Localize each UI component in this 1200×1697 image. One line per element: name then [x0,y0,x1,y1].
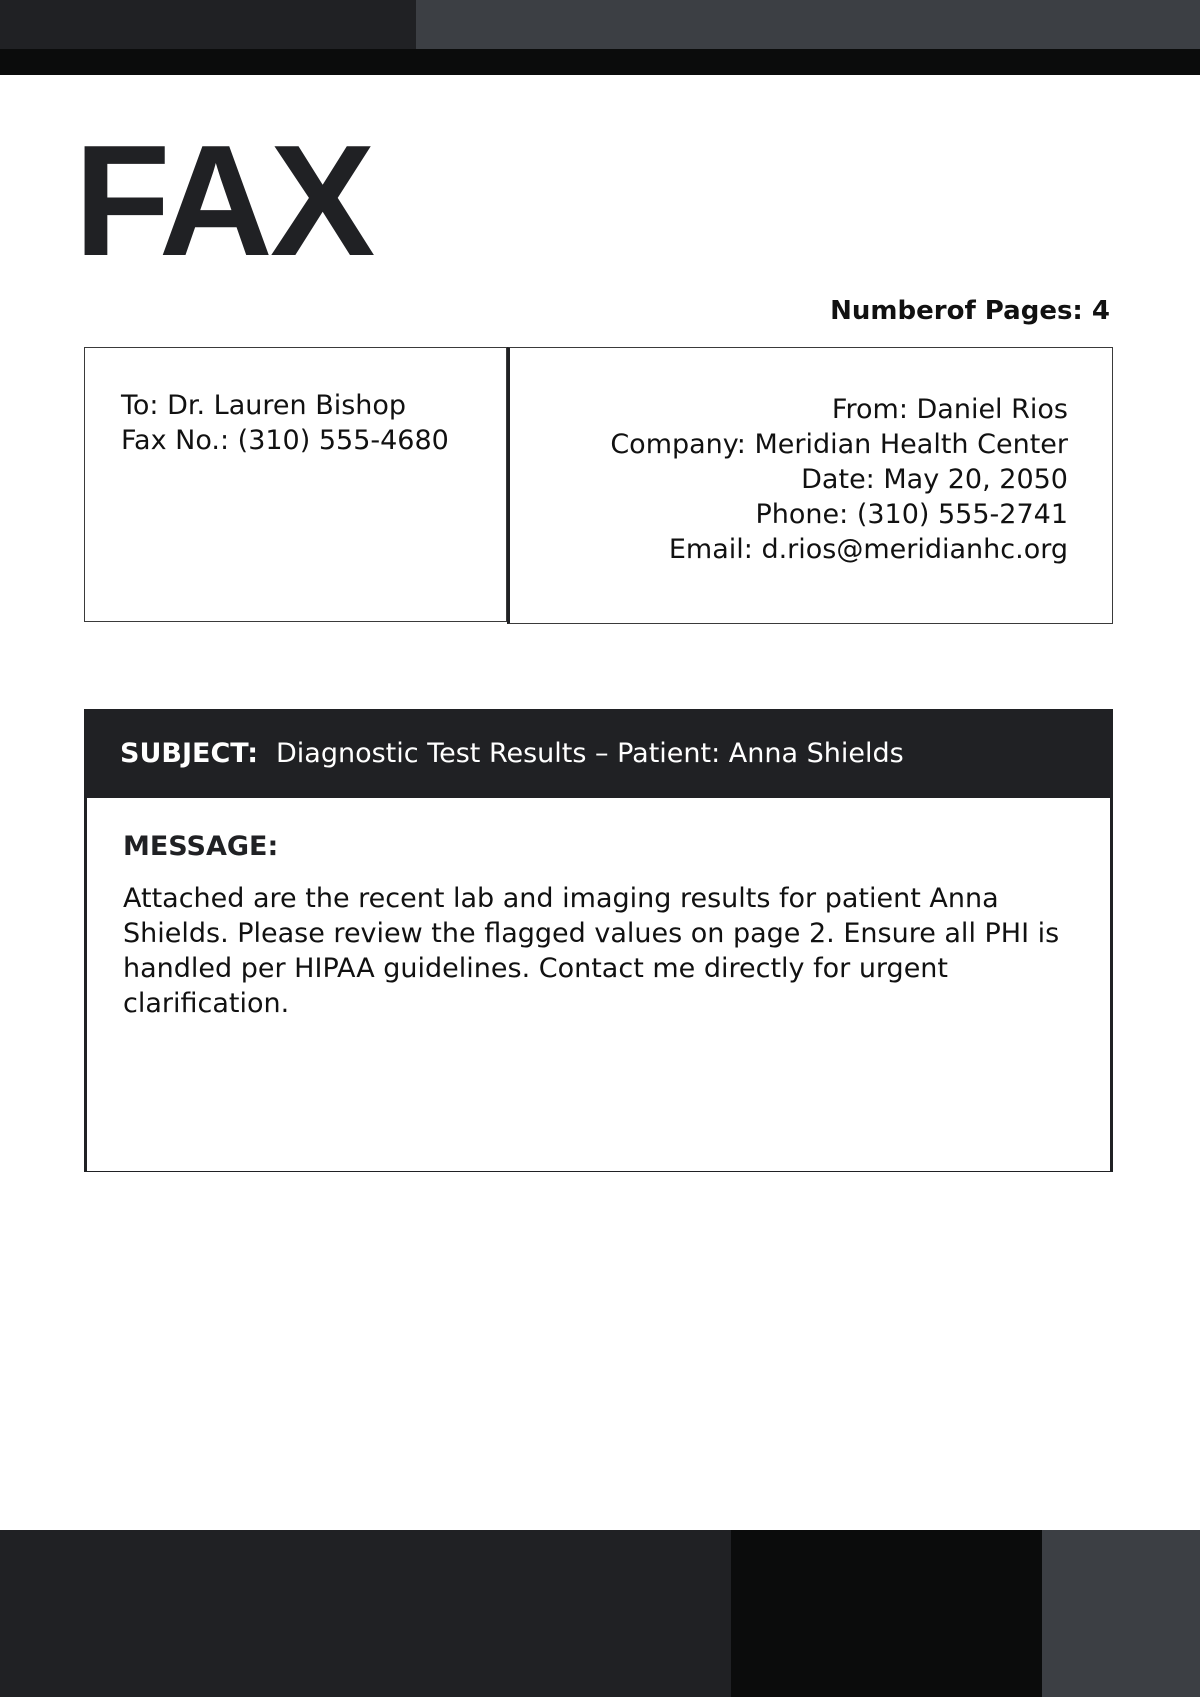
header-band-gray [416,0,1200,49]
footer-band-dark [0,1530,731,1697]
page-count-label: Numberof Pages: [830,296,1083,326]
subject-label: SUBJECT: [120,738,258,769]
subject-bar [84,709,1113,798]
sender-date: Date: May 20, 2050 [801,464,1068,495]
sender-company: Company: Meridian Health Center [610,429,1068,460]
page-count [830,296,1110,326]
sender-phone: Phone: (310) 555-2741 [755,499,1068,530]
footer-band-gray [1042,1530,1200,1697]
recipient-details [121,388,449,458]
recipient-box [84,347,507,622]
header-band-dark [0,0,416,49]
header-stripe [0,49,1200,75]
sender-name: From: Daniel Rios [831,394,1068,425]
subject-text: Diagnostic Test Results – Patient: Anna Shields [276,738,904,769]
message-box [84,797,1113,1172]
recipient-fax: Fax No.: (310) 555-4680 [121,425,449,456]
fax-title: FAX [74,113,373,289]
sender-details [610,392,1068,567]
message-label: MESSAGE: [123,831,279,862]
page-count-value: 4 [1091,296,1110,326]
sender-email: Email: d.rios@meridianhc.org [668,534,1068,565]
footer-band-black [731,1530,1042,1697]
sender-box [507,347,1113,624]
recipient-name: To: Dr. Lauren Bishop [121,390,407,421]
message-body: Attached are the recent lab and imaging results for patient Anna Shields. Please review the flagged values on page 2. Ensure all PHI is handled per HIPAA guidelines. Contact me directly for urgent clarification. [123,883,1060,1019]
